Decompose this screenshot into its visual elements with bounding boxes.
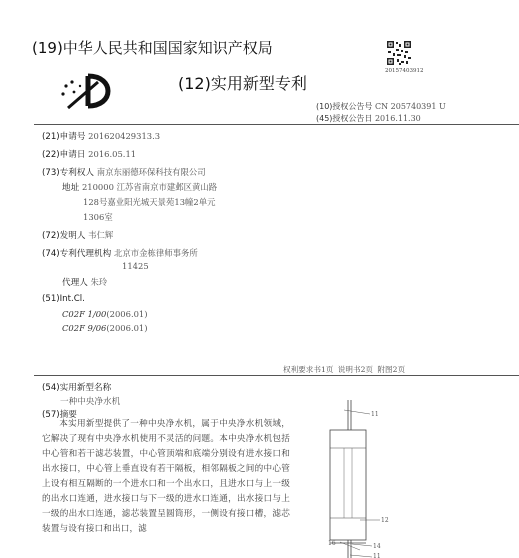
application-date-label: (22)申请日: [42, 150, 86, 160]
qr-code-number: 20157403912: [385, 68, 424, 74]
utility-model-title-label: [42, 381, 111, 393]
figure-label-bottom: 11: [373, 553, 381, 558]
classification-2: [62, 323, 148, 333]
figure-label-14: 14: [373, 543, 381, 550]
application-number-label: (21)申请号: [42, 132, 86, 142]
pub-number-value: CN 205740391 U: [374, 102, 446, 111]
application-number-row: [42, 130, 160, 142]
agent-label: 代理人: [62, 278, 88, 288]
figure-label-16: 16: [328, 540, 336, 547]
page-info-divider: [34, 375, 519, 376]
classification-2-code: C02F 9/06: [62, 323, 107, 333]
agency-line-2-row: [122, 261, 149, 272]
patentee-row: [42, 166, 206, 178]
document-kind: (12)实用新型专利: [178, 74, 307, 93]
address-line-3: 1306室: [83, 212, 113, 222]
abstract-text: 本实用新型提供了一种中央净水机，属于中央净水机领域，它解决了现有中央净水机使用不灵活的问题。本中央净水机包括中心管和若干滤芯装置，中心管顶端和底端分别设有进水接口和出水接口，中心管上垂直设有若干隔板，相邻隔板之间的中心管上设有相互隔断的一个进水口和一个出水口，且进水口与上一级的出水口连通，进水接口与下一级的进水口连通，出水接口与上一级的出水口连通，滤芯装置呈圆筒形，一侧设有接口槽，滤芯装置与设有接口和出口，滤: [42, 419, 290, 534]
application-date-value: 2016.05.11: [88, 149, 137, 159]
pub-date-row: [316, 113, 421, 124]
header-divider: [34, 124, 519, 125]
qr-code-icon: [386, 40, 412, 66]
address-row: [62, 181, 217, 193]
address-line-1: 210000 江苏省南京市建邺区黄山路: [81, 182, 218, 192]
classification-2-year: (2006.01): [106, 323, 148, 333]
address-line-3-row: [83, 211, 113, 223]
agency-line-1: 北京市金栋律师事务所: [113, 248, 198, 258]
agency-line-2: 11425: [122, 261, 149, 271]
abstract-label-text: (57)摘要: [42, 410, 77, 420]
classification-1: [62, 309, 148, 319]
agent-row: [62, 276, 107, 288]
pub-number-row: [316, 101, 446, 112]
inventor-row: [42, 229, 113, 241]
figure-label-top: 11: [371, 411, 379, 418]
classification-1-code: C02F 1/00: [62, 309, 107, 319]
inventor-label: (72)发明人: [42, 231, 86, 241]
application-date-row: [42, 148, 136, 160]
pub-date-value: 2016.11.30: [374, 114, 421, 123]
classification-1-year: (2006.01): [106, 309, 148, 319]
pub-date-label: (45)授权公告日: [316, 114, 373, 123]
address-line-2-row: [83, 196, 215, 208]
figure-label-12: 12: [381, 517, 389, 524]
application-number-value: 201620429313.3: [88, 131, 161, 141]
title-label-text: (54)实用新型名称: [42, 383, 112, 393]
page-count-info: 权利要求书1页 说明书2页 附图2页: [283, 365, 406, 374]
patent-office-title: (19)中华人民共和国国家知识产权局: [32, 39, 273, 57]
int-cl-label: (51)Int.Cl.: [42, 294, 85, 304]
agency-label: (74)专利代理机构: [42, 249, 112, 259]
agent-value: 朱玲: [90, 277, 108, 287]
pub-number-label: (10)授权公告号: [316, 102, 373, 111]
agency-row: [42, 247, 198, 259]
cnipa-logo: [58, 72, 114, 112]
utility-model-title: 一种中央净水机: [60, 397, 121, 407]
address-label: 地址: [62, 183, 80, 193]
patentee-label: (73)专利权人: [42, 168, 95, 178]
inventor-value: 韦仁辉: [88, 230, 114, 240]
address-line-2: 128号嘉业阳光城天景苑13幢2单元: [83, 197, 216, 207]
patentee-value: 南京东丽德环保科技有限公司: [96, 167, 206, 177]
figure-drawing: [300, 400, 410, 558]
